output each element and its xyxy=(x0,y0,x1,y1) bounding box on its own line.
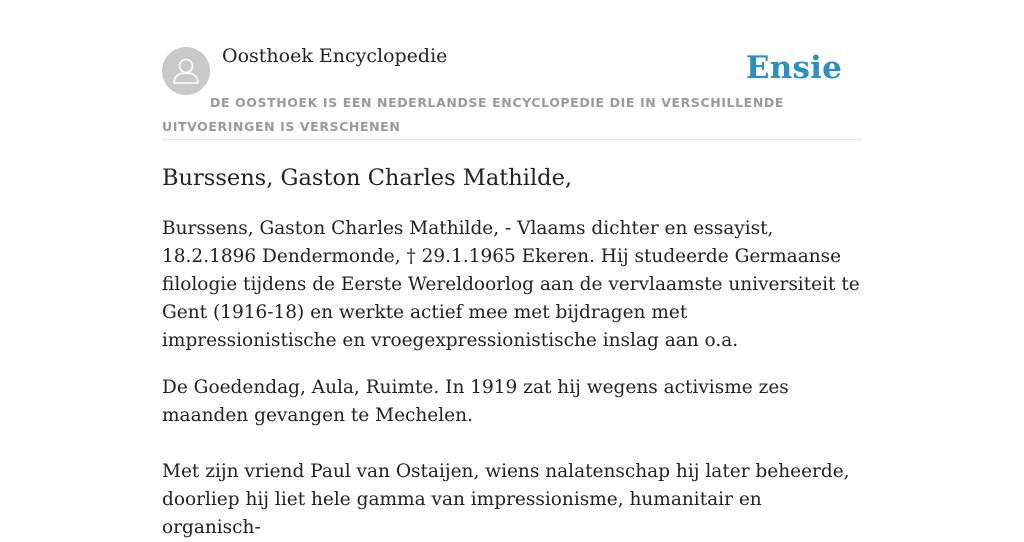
site-tagline: DE OOSTHOEK IS EEN NEDERLANDSE ENCYCLOPEDIE DIE IN VERSCHILLENDE UITVOERINGEN IS VERSCHENEN xyxy=(162,95,784,134)
article xyxy=(162,162,862,542)
avatar[interactable] xyxy=(162,47,210,95)
article-paragraph: Burssens, Gaston Charles Mathilde, - Vlaams dichter en essayist, 18.2.1896 Dendermonde, † 29.1.1965 Ekeren. Hij studeerde Germaanse filologie tijdens de Eerste Wereldoorlog aan de vervlaamste universiteit te Gent (1916-18) en werkte actief mee met bijdragen met impressionistische en vroegexpressionistische inslag aan o.a. xyxy=(162,218,860,351)
site-name[interactable]: Oosthoek Encyclopedie xyxy=(222,45,448,67)
user-silhouette-icon xyxy=(162,47,210,95)
article-paragraph: Met zijn vriend Paul van Ostaijen, wiens nalatenschap hij later beheerde, doorliep hij liet hele gamma van impressionisme, humanitair en organisch- xyxy=(162,461,850,538)
brand-logo[interactable]: Ensie xyxy=(745,50,842,86)
article-title: Burssens, Gaston Charles Mathilde, xyxy=(162,165,573,191)
header-divider xyxy=(162,139,862,140)
article-paragraph: De Goedendag, Aula, Ruimte. In 1919 zat hij wegens activisme zes maanden gevangen te Mechelen. xyxy=(162,377,789,426)
